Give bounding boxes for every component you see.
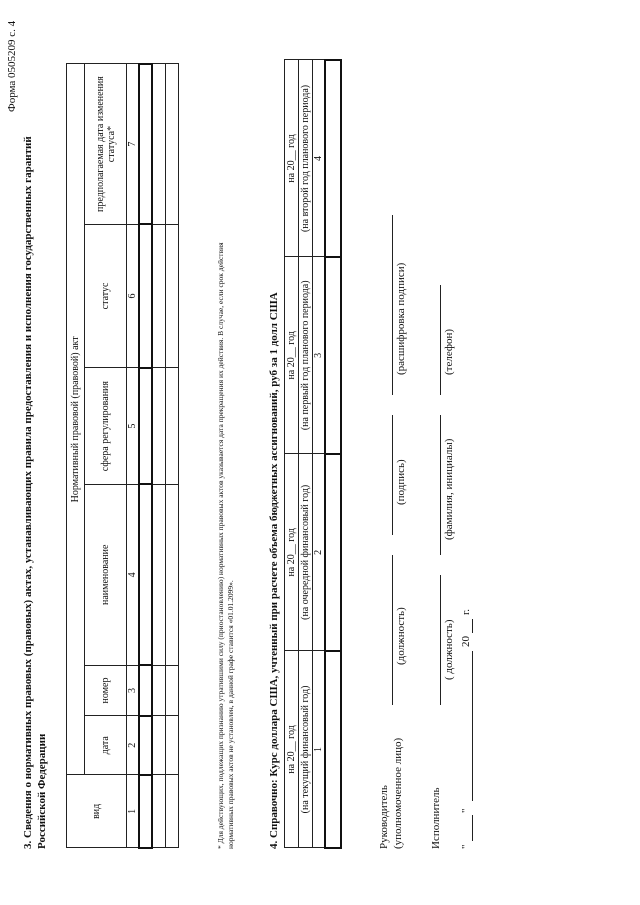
signature-line <box>392 415 393 535</box>
col-header-status: статус <box>85 224 127 368</box>
col-header-name: наименование <box>85 484 127 665</box>
col-number: 1 <box>127 775 140 848</box>
executor-label: Исполнитель <box>430 787 442 849</box>
name-caption: (фамилия, инициалы) <box>443 438 455 540</box>
head-sublabel: (уполномоченное лицо) <box>392 737 404 849</box>
year-label: на 20__ год <box>285 454 299 651</box>
name-line <box>440 415 441 555</box>
period-label: (на первый год планового периода) <box>299 257 313 454</box>
col-header-type: вид <box>67 775 127 848</box>
head-label: Руководитель <box>378 785 390 849</box>
col-number: 3 <box>313 257 326 454</box>
table-row <box>139 64 152 848</box>
period-label: (на второй год планового периода) <box>299 60 313 257</box>
executor-position-caption: ( должность) <box>443 619 455 680</box>
col-number: 7 <box>127 64 140 224</box>
date-quote-open: " <box>460 844 472 849</box>
date-month-line <box>472 651 473 801</box>
form-number-label: Форма 0505209 с. 4 <box>6 20 18 112</box>
executor-position-line <box>440 575 441 705</box>
position-caption: (должность) <box>395 607 407 665</box>
normative-acts-table <box>66 63 179 849</box>
signature-caption: (подпись) <box>395 459 407 505</box>
phone-line <box>440 285 441 395</box>
col-header-scope: сфера регулирования <box>85 368 127 485</box>
section4-title: 4. Справочно: Курс доллара США, учтенный при расчете объема бюджетных ассигнований, руб за 1 долл США <box>268 292 280 849</box>
col-number: 1 <box>313 651 326 848</box>
footnote-line-1: * Для действующих, подлежащих признанию утратившими силу (приостановлению) нормативных правовых актов указывается дата прекращения их действия. В случае, если срок действия <box>216 242 225 849</box>
group-header-act: Нормативный правовой (правовой) акт <box>67 64 85 775</box>
table-row <box>152 64 165 848</box>
date-year-line <box>472 619 473 633</box>
col-number: 3 <box>127 665 140 716</box>
col-number: 2 <box>127 716 140 775</box>
col-number: 6 <box>127 224 140 368</box>
date-suffix: г. <box>460 608 472 615</box>
date-year-prefix: 20 <box>460 636 472 647</box>
year-label: на 20__ год <box>285 257 299 454</box>
period-label: (на текущий финансовый год) <box>299 651 313 848</box>
usd-rate-table <box>284 59 342 849</box>
col-number: 2 <box>313 454 326 651</box>
decoding-line <box>392 215 393 395</box>
col-header-number: номер <box>85 665 127 716</box>
position-line <box>392 555 393 705</box>
section3-title: 3. Сведения о нормативных правовых (правовых) актах, устанавливающих правила предоставления и исполнения государственных гарантий <box>22 136 34 849</box>
phone-caption: (телефон) <box>443 328 455 375</box>
footnote-line-2: нормативных правовых актов не установлен, в данной графе ставится «01.01.2099». <box>226 580 235 849</box>
col-number: 4 <box>127 484 140 665</box>
col-header-planned-date: предполагаемая дата изменения статуса* <box>85 64 127 224</box>
year-label: на 20__ год <box>285 60 299 257</box>
col-number: 5 <box>127 368 140 485</box>
date-quote-close: " <box>460 808 472 813</box>
period-label: (на очередной финансовый год) <box>299 454 313 651</box>
col-header-date: дата <box>85 716 127 775</box>
col-number: 4 <box>313 60 326 257</box>
date-day-line <box>472 815 473 841</box>
table-row <box>325 60 341 848</box>
year-label: на 20__ год <box>285 651 299 848</box>
section3-title-cont: Российской Федерации <box>36 733 48 849</box>
table-row <box>165 64 178 848</box>
decoding-caption: (расшифровка подписи) <box>395 262 407 375</box>
